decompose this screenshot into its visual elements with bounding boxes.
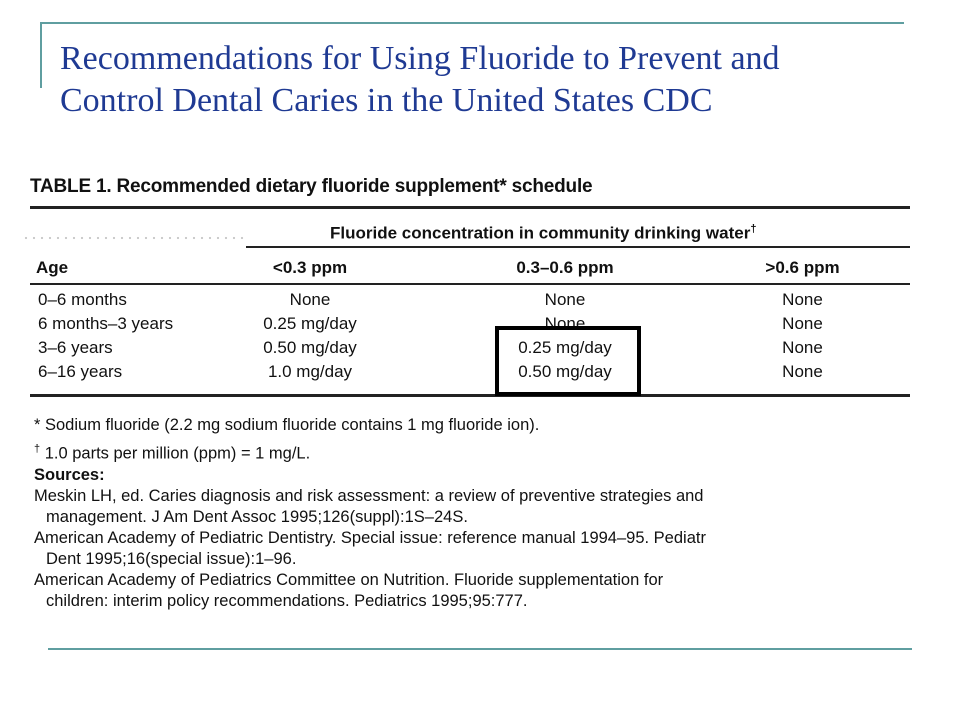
row4-gt06: None: [782, 362, 823, 381]
frame-line-left: [40, 22, 42, 88]
col-header-03-06: 0.3–0.6 ppm: [516, 258, 614, 277]
footnote-2-text: 1.0 parts per million (ppm) = 1 mg/L.: [40, 444, 311, 463]
scan-dots: [22, 234, 244, 244]
table-rule-group: [246, 246, 910, 248]
row2-age: 6 months–3 years: [38, 314, 174, 333]
row3-lt03: 0.50 mg/day: [263, 338, 357, 357]
footnote-1: * Sodium fluoride (2.2 mg sodium fluoride contains 1 mg fluoride ion).: [34, 416, 540, 434]
sources-label: Sources:: [34, 465, 105, 484]
frame-line-top: [42, 22, 904, 24]
footnote-2-mark: †: [34, 443, 41, 455]
table-rule-bottom: [30, 394, 910, 397]
source-1-line-2: management. J Am Dent Assoc 1995;126(suppl):1S–24S.: [46, 507, 468, 526]
row2-lt03: 0.25 mg/day: [263, 314, 357, 333]
source-3-line-2: children: interim policy recommendations. Pediatrics 1995;95:777.: [46, 591, 528, 610]
row3-gt06: None: [782, 338, 823, 357]
row2-03-06: None: [544, 314, 586, 333]
group-header: [330, 223, 756, 244]
source-1-line-1: Meskin LH, ed. Caries diagnosis and risk assessment: a review of preventive strategies and: [34, 486, 704, 505]
highlight-box: [495, 326, 641, 396]
row1-lt03: None: [289, 290, 331, 309]
title-line-1: Recommendations for Using Fluoride to Prevent and: [60, 40, 780, 77]
slide-title: [60, 38, 940, 122]
frame-line-bottom: [48, 648, 912, 650]
group-header-mark: †: [750, 223, 757, 235]
table-notes: [34, 415, 914, 612]
group-header-text: Fluoride concentration in community drinking water: [330, 223, 751, 243]
row4-03-06: 0.50 mg/day: [518, 362, 612, 381]
fluoride-table: [30, 176, 912, 198]
col-header-gt06: >0.6 ppm: [765, 258, 840, 277]
table-rule-header: [30, 283, 910, 285]
source-3-line-1: American Academy of Pediatrics Committee on Nutrition. Fluoride supplementation for: [34, 570, 664, 589]
row1-03-06: None: [544, 290, 586, 309]
source-2-line-1: American Academy of Pediatric Dentistry. Special issue: reference manual 1994–95. Pediatr: [34, 528, 706, 547]
title-line-2: Control Dental Caries in the United States CDC: [60, 82, 713, 119]
row3-age: 3–6 years: [38, 338, 113, 357]
table-rule-top: [30, 206, 910, 209]
source-2-line-2: Dent 1995;16(special issue):1–96.: [46, 549, 297, 568]
row1-age: 0–6 months: [38, 290, 127, 309]
col-header-lt03: <0.3 ppm: [272, 258, 348, 277]
row1-gt06: None: [782, 290, 823, 309]
row4-age: 6–16 years: [38, 362, 123, 381]
footnote-2: [34, 439, 914, 465]
table-title: TABLE 1. Recommended dietary fluoride supplement* schedule: [30, 176, 593, 197]
col-header-age: Age: [36, 258, 69, 277]
row2-gt06: None: [782, 314, 823, 333]
row4-lt03: 1.0 mg/day: [267, 362, 353, 381]
row3-03-06: 0.25 mg/day: [518, 338, 612, 357]
